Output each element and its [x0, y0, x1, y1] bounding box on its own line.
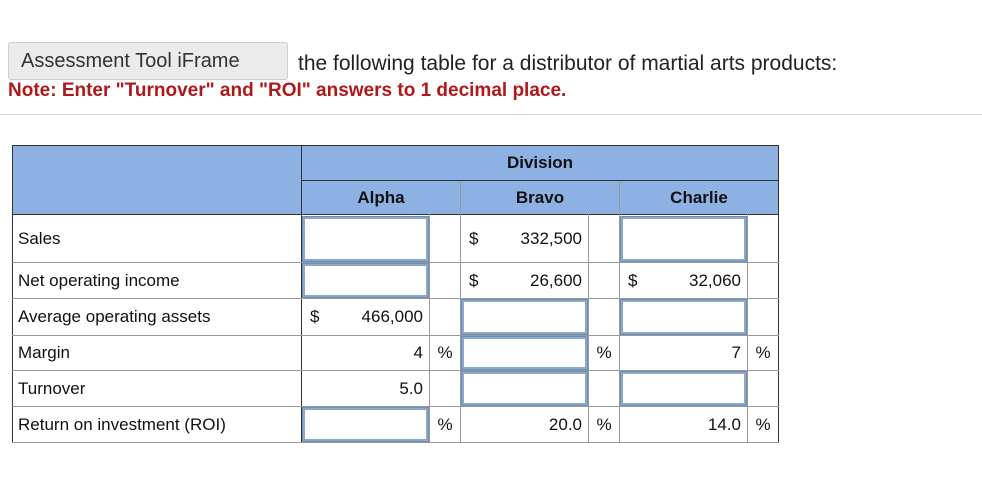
- col-divider-bravo-charlie: [619, 181, 620, 442]
- bravo-margin-input[interactable]: [462, 337, 587, 369]
- divider: [0, 114, 982, 115]
- alpha-margin-value: 4: [413, 343, 423, 362]
- charlie-margin-percent: %: [755, 343, 771, 362]
- row-label-sales: Sales: [18, 228, 61, 248]
- alpha-roi-percent: %: [437, 414, 453, 434]
- table-border-bottom: [12, 442, 779, 443]
- column-header-bravo: Bravo: [461, 181, 619, 214]
- row-label-margin: Margin: [18, 343, 70, 362]
- bravo-roi-value: 20.0: [548, 414, 582, 434]
- row-label-turnover: Turnover: [18, 378, 86, 398]
- row-label-roi: Return on investment (ROI): [18, 414, 226, 434]
- header-blank-cell: [12, 146, 302, 214]
- currency-symbol: $: [469, 270, 479, 290]
- charlie-roi-percent: %: [755, 414, 771, 434]
- note-text: Note: Enter "Turnover" and "ROI" answers to 1 decimal place.: [8, 80, 567, 101]
- charlie-margin-value: 7: [731, 343, 741, 362]
- alpha-roi-input[interactable]: [303, 408, 428, 441]
- currency-symbol: $: [469, 228, 479, 248]
- division-header: Division: [302, 146, 778, 180]
- alpha-assets-value: [302, 299, 429, 335]
- bravo-sales-amount: 332,500: [520, 228, 582, 248]
- column-header-charlie: Charlie: [620, 181, 778, 214]
- bravo-assets-input[interactable]: [462, 300, 587, 334]
- bravo-roi-percent: %: [596, 414, 612, 434]
- charlie-noi-amount: 32,060: [689, 270, 741, 290]
- row-label-average-operating-assets: Average operating assets: [18, 307, 211, 326]
- bravo-sales-value: [461, 215, 588, 262]
- alpha-sales-input[interactable]: [303, 217, 428, 261]
- charlie-assets-input[interactable]: [621, 300, 746, 334]
- column-header-alpha: Alpha: [302, 181, 460, 214]
- intro-text: the following table for a distributor of martial arts products:: [298, 52, 838, 75]
- bravo-noi-amount: 26,600: [530, 270, 582, 290]
- assessment-tool-iframe-tab[interactable]: [8, 42, 288, 80]
- alpha-assets-amount: 466,000: [361, 307, 423, 326]
- table-border-top: [12, 145, 779, 146]
- bravo-noi-value: [461, 263, 588, 298]
- currency-symbol: $: [628, 270, 638, 290]
- alpha-noi-input[interactable]: [303, 264, 428, 297]
- bravo-margin-percent: %: [596, 343, 612, 362]
- charlie-turnover-input[interactable]: [621, 372, 746, 405]
- division-underline: [302, 180, 779, 181]
- row-label-net-operating-income: Net operating income: [18, 270, 180, 290]
- charlie-noi-value: [620, 263, 747, 298]
- charlie-roi-value: 14.0: [707, 414, 741, 434]
- charlie-sales-input[interactable]: [621, 217, 746, 261]
- currency-symbol: $: [310, 307, 320, 326]
- iframe-tab-label: Assessment Tool iFrame: [21, 49, 240, 72]
- alpha-turnover-value: 5.0: [399, 378, 423, 398]
- alpha-margin-percent: %: [437, 343, 453, 362]
- table-border-right: [778, 145, 779, 442]
- bravo-turnover-input[interactable]: [462, 372, 587, 405]
